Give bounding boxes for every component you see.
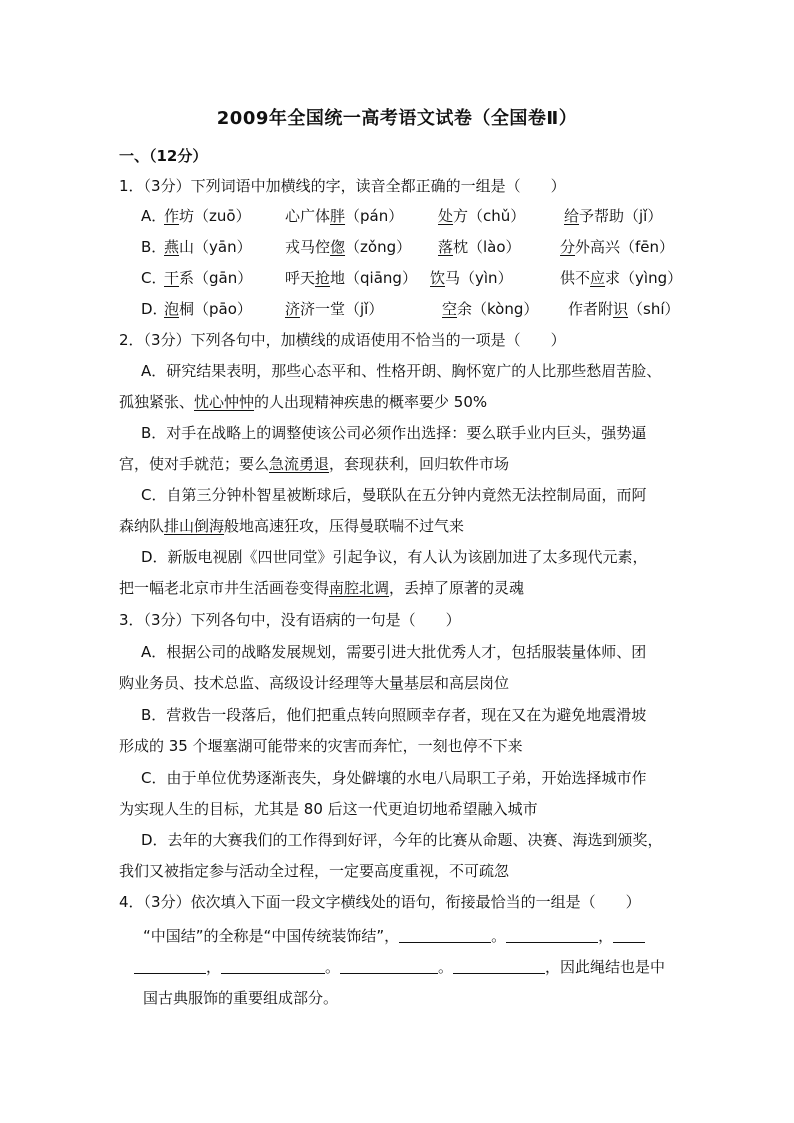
q3-D-line-1: D．去年的大赛我们的工作得到好评，今年的比赛从命题、决赛、海选到颁奖， [141,831,663,849]
q1-D-label: D． [141,300,168,318]
q2-C-line-1: C．自第三分钟朴智星被断球后，曼联队在五分钟内竟然无法控制局面，而阿 [141,486,647,504]
exam-title: 2009年全国统一高考语文试卷（全国卷Ⅱ） [216,108,578,129]
q4-blank-6[interactable] [453,959,545,974]
q4-blank-5[interactable] [340,959,438,974]
q1-B-option-4: 分外高兴（fēn） [560,238,675,256]
q3-A-line-1: A．根据公司的战略发展规划，需要引进大批优秀人才，包括服装量体师、团 [141,643,647,661]
q3-D-line-2: 我们又被指定参与活动全过程，一定要高度重视，不可疏忽 [119,862,510,880]
q2-stem: 2．（3分）下列各句中，加横线的成语使用不恰当的一项是（ ） [119,331,566,349]
q4-blank-2[interactable] [506,928,598,943]
q2-A-line-2: 孤独紧张、忧心忡忡的人出现精神疾患的概率要少 50% [119,393,488,411]
q1-C-option-2: 呼天抢地（qiāng） [285,269,417,287]
q1-C-option-1: 干系（gān） [164,269,253,287]
q2-B-line-2: 宫，使对手就范；要么急流勇退，套现获利，回归软件市场 [119,455,510,473]
q2-D-line-2: 把一幅老北京市井生活画卷变得南腔北调，丢掉了原著的灵魂 [119,579,525,597]
q1-A-option-4: 给予帮助（jǐ） [564,207,663,225]
q1-D-option-1: 泡桐（pāo） [164,300,252,318]
q1-A-option-2: 心广体胖（pán） [285,207,404,225]
q3-B-line-2: 形成的 35 个堰塞湖可能带来的灾害而奔忙，一刻也停不下来 [119,737,523,755]
q1-A-option-3: 处方（chǔ） [438,207,526,225]
q3-C-line-1: C．由于单位优势逐渐丧失，身处僻壤的水电八局职工子弟，开始选择城市作 [141,769,647,787]
q1-A-option-1: 作坊（zuō） [164,207,251,225]
q1-C-option-4: 供不应求（yìng） [560,269,683,287]
q3-stem: 3．（3分）下列各句中，没有语病的一句是（ ） [119,611,461,629]
q1-D-option-3: 空余（kòng） [442,300,539,318]
q4-blank-1[interactable] [399,928,491,943]
q4-passage-line-3: 国古典服饰的重要组成部分。 [143,989,339,1007]
q1-B-option-1: 燕山（yān） [164,238,252,256]
q4-blank-3-end[interactable] [134,959,206,974]
q1-A-label: A． [141,207,167,225]
q2-B-line-1: B．对手在战略上的调整使该公司必须作出选择：要么联手业内巨头，强势逼 [141,424,647,442]
q1-C-label: C． [141,269,167,287]
q2-D-line-1: D．新版电视剧《四世同堂》引起争议，有人认为该剧加进了太多现代元素， [141,548,648,566]
q1-B-option-3: 落枕（lào） [438,238,521,256]
q4-passage-line-1: “中国结”的全称是“中国传统装饰结”， 。 ， [143,925,645,947]
q1-C-option-3: 饮马（yìn） [430,269,513,287]
q1-B-label: B． [141,238,167,256]
q1-B-option-2: 戎马倥偬（zǒng） [285,238,412,256]
q3-C-line-2: 为实现人生的目标，尤其是 80 后这一代更迫切地希望融入城市 [119,800,538,818]
q1-D-option-4: 作者附识（shí） [568,300,680,318]
q2-C-line-2: 森纳队排山倒海般地高速狂攻，压得曼联喘不过气来 [119,517,465,535]
q4-blank-4[interactable] [221,959,325,974]
q4-blank-3-start[interactable] [613,928,645,943]
q1-stem: 1．（3分）下列词语中加横线的字，读音全都正确的一组是（ ） [119,177,566,195]
q3-A-line-2: 购业务员、技术总监、高级设计经理等大量基层和高层岗位 [119,674,510,692]
q4-stem: 4．（3分）依次填入下面一段文字横线处的语句，衔接最恰当的一组是（ ） [119,893,641,911]
q3-B-line-1: B．营救告一段落后，他们把重点转向照顾幸存者，现在又在为避免地震滑坡 [141,706,647,724]
q1-D-option-2: 济济一堂（jǐ） [285,300,384,318]
section-heading: 一、（12分） [119,147,208,165]
q2-A-line-1: A．研究结果表明，那些心态平和、性格开朗、胸怀宽广的人比那些愁眉苦脸、 [141,362,662,380]
q4-passage-line-2: ， 。 。 ，因此绳结也是中 [134,956,665,978]
